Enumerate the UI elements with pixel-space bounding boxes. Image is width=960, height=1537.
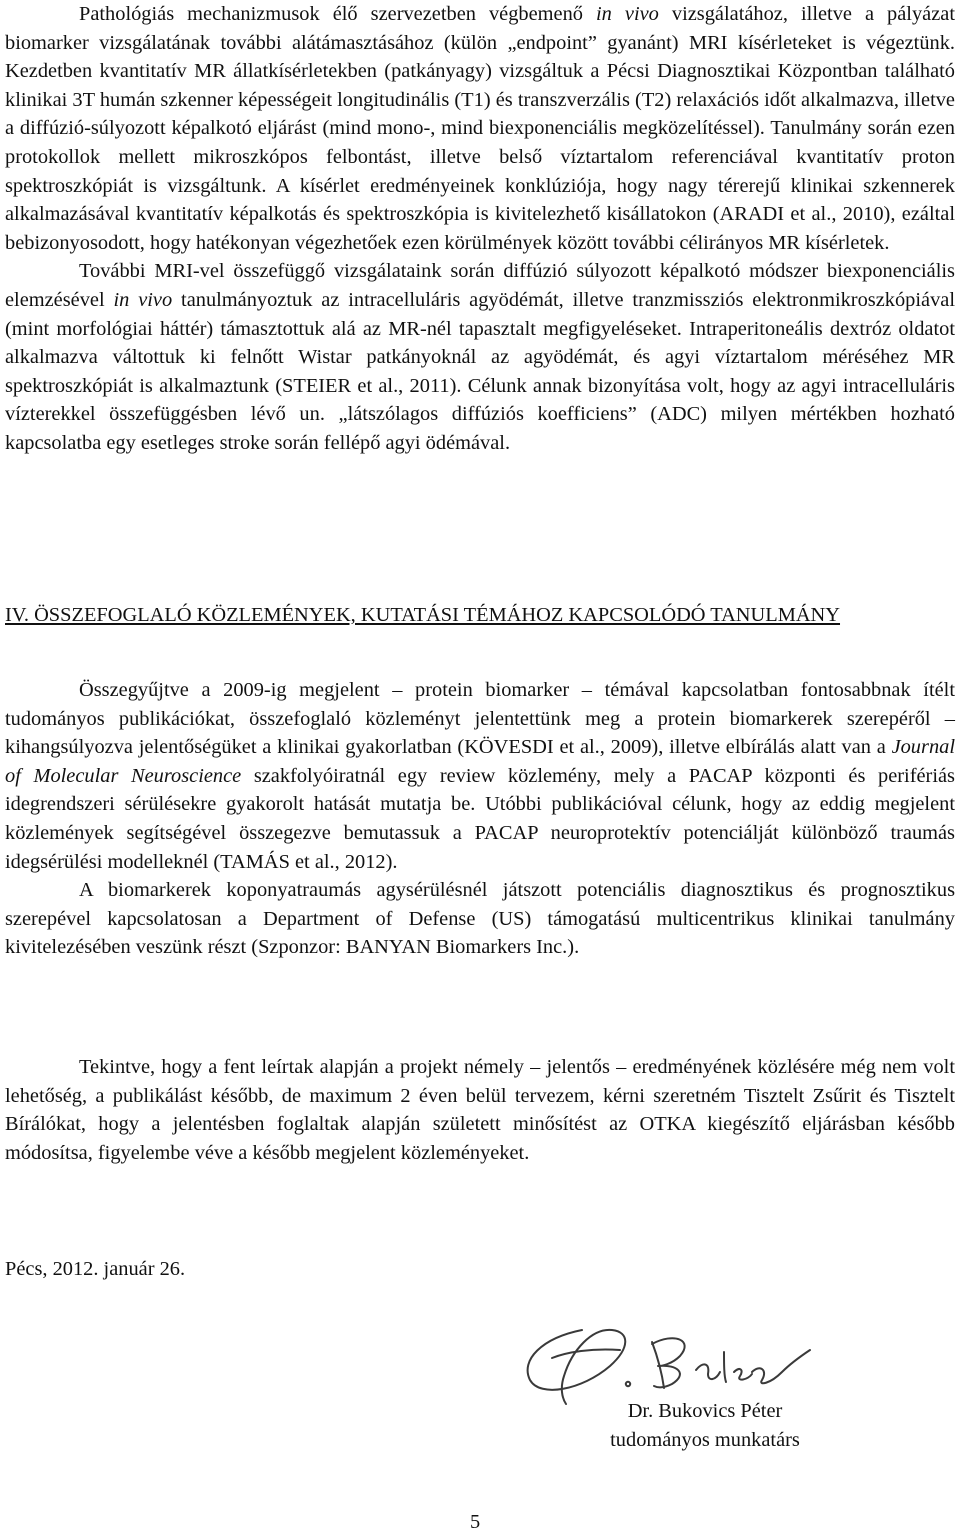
signer-block: [580, 1397, 830, 1455]
text-run: Pathológiás mechanizmusok élő szervezetben végbemenő: [79, 3, 596, 25]
text-run: Összegyűjtve a 2009-ig megjelent – protein biomarker – témával kapcsolatban fontosabbnak ítélt tudományos publikációkat, összefoglaló közleményt jelentettünk meg a protein biomarkerek szerepéről – kihangsúlyozva jelentőségüket a klinikai gyakorlatban (KÖVESDI et al., 2009), illetve elbírálás alatt van a: [5, 679, 955, 759]
paragraph-mri-experiments: [5, 0, 955, 458]
text-run: szakfolyóiratnál egy review közlemény, mely a PACAP központi és perifériás idegrendszeri sérülésekre gyakorolt hatását mutatja be. Utóbbi publikációval célunk, hogy az eddig megjelent közlemények segítségével összegezve bemutassuk a PACAP neuroprotektív potenciálját különböző traumás idegsérülési modelleknél (TAMÁS et al., 2012).: [5, 764, 955, 873]
italic-text: Journal of Molecular Neuroscience: [5, 736, 955, 787]
section-heading: IV. ÖSSZEFOGLALÓ KÖZLEMÉNYEK, KUTATÁSI TÉMÁHOZ KAPCSOLÓDÓ TANULMÁNY: [5, 604, 841, 626]
paragraph-summary-publications: [5, 676, 955, 962]
paragraph-request: [5, 1053, 955, 1167]
page-number: 5: [470, 1511, 481, 1533]
text-run: További MRI-vel összefüggő vizsgálataink során diffúzió súlyozott képalkotó módszer biexponenciális elemzésével: [5, 260, 955, 311]
italic-text: in vivo: [113, 288, 173, 311]
signer-name: Dr. Bukovics Péter: [627, 1400, 783, 1422]
text-run: tanulmányoztuk az intracelluláris agyödémát, illetve tranzmissziós elektronmikroszkópiával (mint morfológiai háttér) támasztottuk alá az MR-nél tapasztalt megfigyeléseket. Intraperitoneális dextróz oldatot alkalmazva váltottuk ki felnőtt Wistar patkányoknál az agyödémát, és agyi víztartalom méréséhez MR spektroszkópiát is alkalmaztunk (STEIER et al., 2011). Célunk annak bizonyítása volt, hogy az agyi intracelluláris vízterekkel összefüggésben lévő un. „látszólagos diffúziós koefficiens” (ADC) milyen mértékben hozható kapcsolatba egy esetleges stroke során fellépő agyi ödémával.: [5, 288, 955, 454]
place-and-date: Pécs, 2012. január 26.: [5, 1258, 186, 1280]
paragraph-3: [5, 676, 955, 876]
text-run: A biomarkerek koponyatraumás agysérülésnél játszott potenciális diagnosztikus és prognosztikus szerepével kapcsolatosan a Department of Defense (US) támogatású multicentrikus klinikai tanulmány kivitelezésében veszünk részt (Szponzor: BANYAN Biomarkers Inc.).: [5, 879, 955, 959]
signer-title: tudományos munkatárs: [610, 1429, 800, 1451]
paragraph-4: [5, 876, 955, 962]
text-run: Tekintve, hogy a fent leírtak alapján a projekt némely – jelentős – eredményének közlésére még nem volt lehetőség, a publikálást később, de maximum 2 éven belül tervezem, kérni szeretném Tisztelt Zsűrit és Tisztelt Bírálókat, hogy a jelentésben foglaltak alapján született minősítést az OTKA kiegészítő eljárásban később módosítsa, figyelembe véve a később megjelent közleményeket.: [5, 1056, 955, 1164]
paragraph-2: [5, 257, 955, 457]
paragraph-1: [5, 0, 955, 257]
text-run: vizsgálatához, illetve a pályázat biomarker vizsgálatának további alátámasztásához (külön „endpoint” gyanánt) MRI kísérleteket is végeztünk. Kezdetben kvantitatív MR állatkísérletekben (patkányagy) vizsgáltuk a Pécsi Diagnosztikai Központban található klinikai 3T humán szkenner képességeit longitudinális (T1) és transzverzális (T2) relaxációs időt alkalmazva, illetve a diffúzió-súlyozott képalkotó eljárást (mind mono-, mind biexponenciális megközelítéssel). Tanulmány során ezen protokollok mellett mikroszkópos felbontást, illetve belső víztartalom referenciával kvantitatív proton spektroszkópiát is vizsgáltunk. A kísérlet eredményeinek konklúziója, hogy nagy térerejű klinikai szkennerek alkalmazásával kvantitatív képalkotás és spektroszkópia is kivitelezhető kisállatokon (ARADI et al., 2010), ezáltal bebizonyosodott, hogy hatékonyan végezhetőek ezen körülmények között további célirányos MR kísérletek.: [5, 3, 955, 254]
paragraph-5: [5, 1053, 955, 1167]
italic-text: in vivo: [596, 3, 659, 25]
